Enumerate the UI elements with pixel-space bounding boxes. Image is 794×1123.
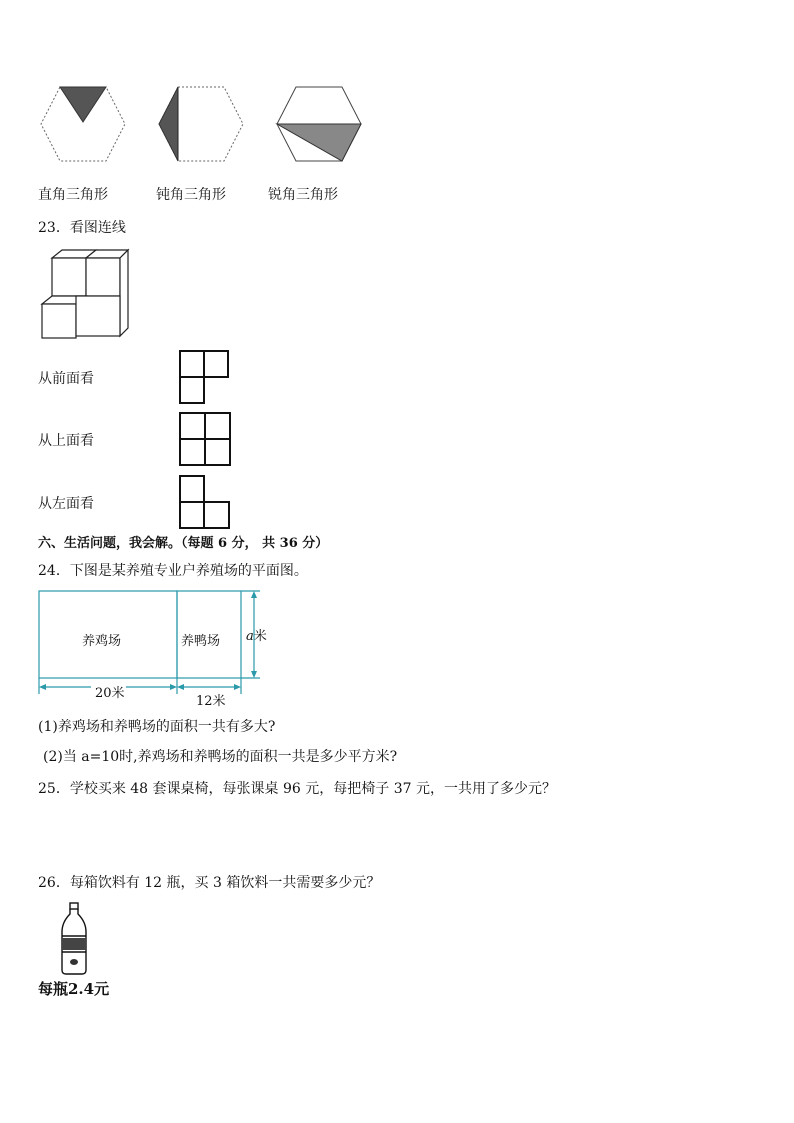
hexagon-right-triangle-figure xyxy=(38,85,128,163)
hexagon-label-right: 直角三角形 xyxy=(38,187,108,203)
q25-text: 25．学校买来 48 套课桌椅，每张课桌 96 元，每把椅子 37 元，一共用了多少元？ xyxy=(38,781,556,797)
view-label-left: 从左面看 xyxy=(38,496,94,512)
view-label-top: 从上面看 xyxy=(38,433,94,449)
height-label xyxy=(246,625,267,644)
hexagon-label-obtuse: 钝角三角形 xyxy=(156,187,226,203)
hexagon-label-acute: 锐角三角形 xyxy=(268,187,338,203)
q24-sub1: (1)养鸡场和养鸭场的面积一共有多大? xyxy=(38,719,276,735)
view-shape-front xyxy=(179,350,231,406)
height-variable: a xyxy=(246,629,254,644)
chicken-farm-label: 养鸡场 xyxy=(82,634,122,649)
hexagon-acute-triangle-figure xyxy=(274,85,364,163)
height-unit: 米 xyxy=(253,629,267,644)
farm-plan-diagram xyxy=(36,588,276,712)
left-width-label: 20米 xyxy=(95,686,125,701)
cube-stack-figure xyxy=(40,248,130,344)
bottle-icon xyxy=(58,902,90,976)
hexagon-obtuse-triangle-figure xyxy=(156,85,246,163)
q24-title: 24．下图是某养殖专业户养殖场的平面图。 xyxy=(38,563,308,579)
q26-text: 26．每箱饮料有 12 瓶，买 3 箱饮料一共需要多少元？ xyxy=(38,875,381,891)
duck-farm-label: 养鸭场 xyxy=(181,634,221,649)
section6-heading: 六、生活问题，我会解。（每题 6 分， 共 36 分） xyxy=(38,536,329,551)
bottle-price-label: 每瓶2.4元 xyxy=(38,980,110,998)
view-shape-top xyxy=(179,412,233,468)
q23-title: 23．看图连线 xyxy=(38,220,126,236)
right-width-label: 12米 xyxy=(196,694,226,709)
view-shape-left xyxy=(179,475,233,531)
view-label-front: 从前面看 xyxy=(38,371,94,387)
q24-sub2: (2)当 a=10时,养鸡场和养鸭场的面积一共是多少平方米? xyxy=(43,749,398,765)
